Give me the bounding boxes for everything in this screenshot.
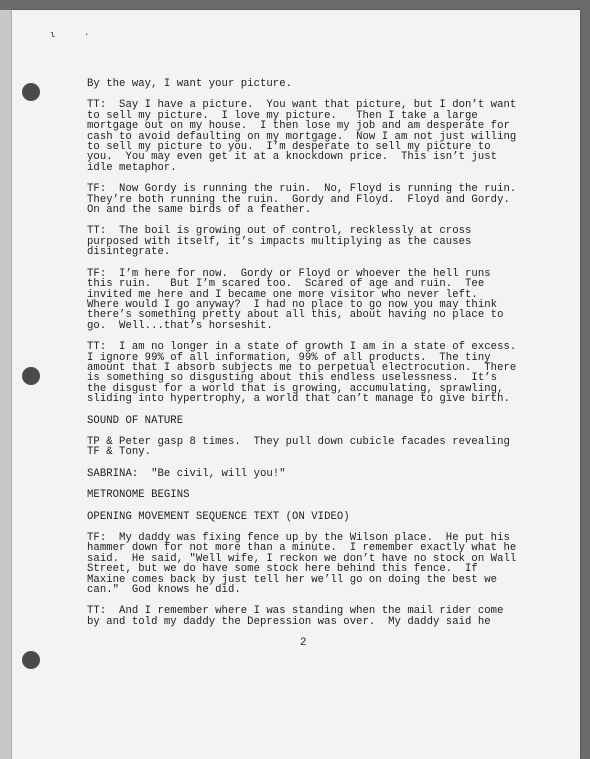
punch-hole [22,651,40,669]
paragraph: TF: My daddy was fixing fence up by the Wilson place. He put his hammer down for not more than a minute. I remember exactly what he said. He said, "Well wife, I reckon we don’t have no stock on Wall Street, but we do have some stock here behind this fence. If Maxine comes back by just tell her we’ll go on doing the best we can." God knows he did. [87,532,517,597]
corner-mark: ι [50,30,56,40]
paragraph: TF: Now Gordy is running the ruin. No, Floyd is running the ruin. They’re both running the ruin. Gordy and Floyd. Floyd and Gordy. On and the same birds of a feather. [87,183,517,217]
paragraph: TT: The boil is growing out of control, recklessly at cross purposed with itself, it’s impacts multiplying as the causes disintegrate. [87,225,472,259]
paragraph: TP & Peter gasp 8 times. They pull down cubicle facades revealing TF & Tony. [87,435,510,459]
paper-edge [0,10,12,759]
paragraph: SABRINA: "Be civil, will you!" [87,467,286,480]
stage-direction: OPENING MOVEMENT SEQUENCE TEXT (ON VIDEO) [87,510,350,523]
punch-hole [22,83,40,101]
corner-mark: · [84,30,90,40]
stage-direction: SOUND OF NATURE [87,414,184,427]
stage-direction: METRONOME BEGINS [87,489,190,502]
paragraph: By the way, I want your picture. [87,78,293,90]
paragraph: TT: And I remember where I was standing when the mail rider come by and told my daddy the Depression was over. My daddy said he [87,605,504,628]
script-text [87,79,523,638]
page-number: 2 [300,637,307,649]
paragraph: TF: I’m here for now. Gordy or Floyd or whoever the hell runs this ruin. But I’m scared too. Scared of age and ruin. Tee invited me here and I became one more visitor who never left. Where would I go anyway? I had no place to go now you may think there’s something pretty about all this, about having no place to go. Well...that’s horseshit. [87,267,504,332]
paragraph: TT: Say I have a picture. You want that picture, but I don’t want to sell my picture. I love my picture. Then I take a large mortgage out on my house. I then lose my job and am desperate for cash to avoid defaulting on my mortgage. Now I am not just willing to sell my picture to you. I’m desperate to sell my picture to you. You may even get it at a knockdown price. This isn’t just idle metaphor. [87,99,517,174]
paragraph: TT: I am no longer in a state of growth I am in a state of excess. I ignore 99% of all information, 99% of all products. The tiny amount that I absorb subjects me to perpetual electrocution. There is something so disgusting about this endless uselessness. It’s the disgust for a world that is growing, accumulating, sprawling, sliding into hypertrophy, a world that can’t manage to give birth. [87,341,517,406]
punch-hole [22,367,40,385]
